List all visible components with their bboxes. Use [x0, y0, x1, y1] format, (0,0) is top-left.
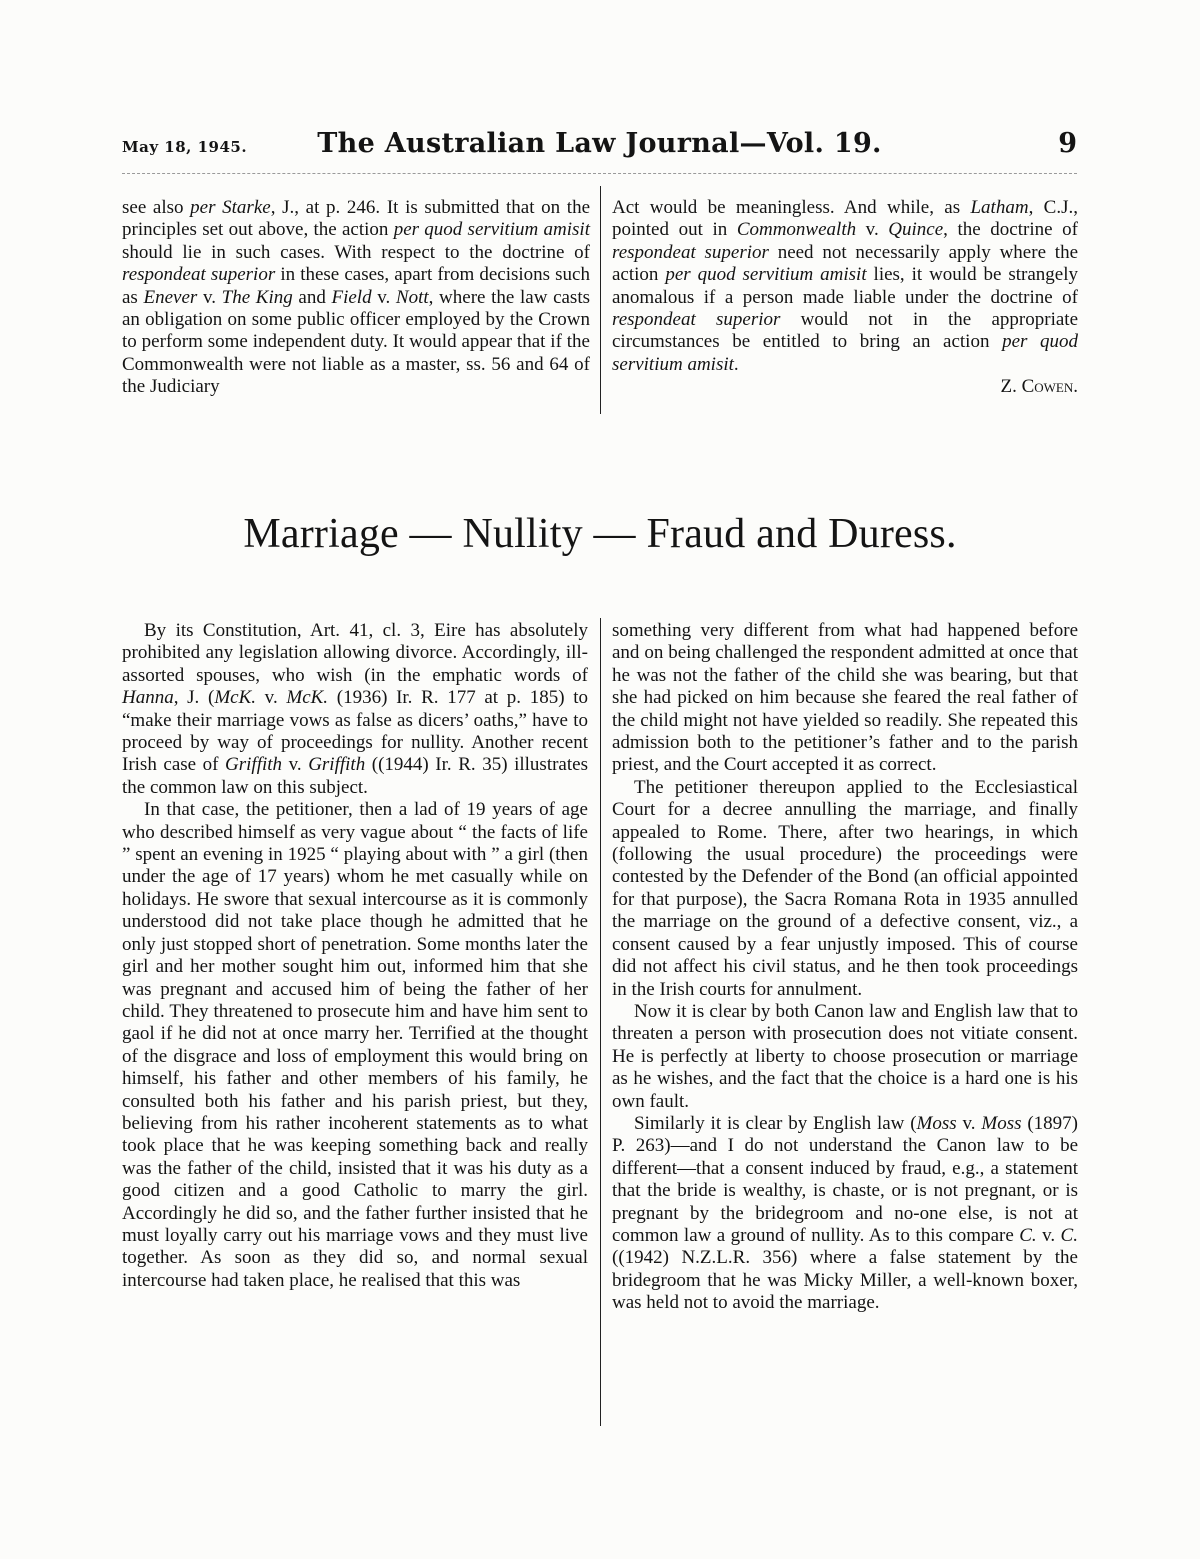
article-paragraph: Similarly it is clear by English law (Moss v. Moss (1897) P. 263)—and I do not understand the Canon law to be different—that a consent induced by fraud, e.g., a statement that the bride is wealthy, is chaste, or is not pregnant, or is pregnant by the bridegroom and no-one else, is not at common law a ground of nullity. As to this compare C. v. C. ((1942) N.Z.L.R. 356) where a false statement by the bridegroom that he was Micky Miller, a well-known boxer, was held not to avoid the marriage. [612, 1112, 1078, 1314]
prev-article-right-paragraph: Act would be meaningless. And while, as Latham, C.J., pointed out in Commonwealth v. Quince, the doctrine of respondeat superior need not necessarily apply where the action per quod servitium amisit lies, it would be strangely anomalous if a person made liable under the doctrine of respondeat superior would not in the appropriate circumstances be entitled to bring an action per quod servitium amisit. [612, 197, 1079, 375]
article-paragraph: In that case, the petitioner, then a lad of 19 years of age who described himself as very vague about “ the facts of life ” spent an evening in 1925 “ playing about with ” a girl (then under the age of 17 years) whom he met casually while on holidays. He swore that sexual intercourse as it is commonly understood did not take place though he admitted that he only just stopped short of penetration. Some months later the girl and her mother sought him out, informed him that she was pregnant and accused him of being the father of her child. They threatened to prosecute him and have him sent to gaol if he did not at once marry her. Terrified at the thought of the disgrace and loss of employment this would bring on himself, his father and other members of his family, he consulted both his father and his parish priest, but they, believing from his rather incoherent statements as to what took place that he was keeping something back and really was the father of the child, insisted that it was his duty as a good citizen and a good Catholic to marry the girl. Accordingly he did so, and the father further insisted that he must loyally carry out his marriage vows and they must live together. As soon as they did so, and normal sexual intercourse had taken place, he realised that this was [122, 799, 588, 1291]
article-paragraph: By its Constitution, Art. 41, cl. 3, Eire has absolutely prohibited any legislation allowing divorce. Accordingly, ill-assorted spouses, who wish (in the emphatic words of Hanna, J. (McK. v. McK. (1936) Ir. R. 177 at p. 185) to “make their marriage vows as false as dicers’ oaths,” have to proceed by way of proceedings for nullity. Another recent Irish case of Griffith v. Griffith ((1944) Ir. R. 35) illustrates the common law on this subject. [122, 620, 588, 798]
issue-date: May 18, 1945. [122, 138, 248, 156]
article-left-column [122, 620, 588, 1292]
article-title: Marriage — Nullity — Fraud and Duress. [243, 511, 957, 557]
page-number: 9 [1058, 128, 1077, 159]
article-paragraph: The petitioner thereupon applied to the Ecclesiastical Court for a decree annulling the marriage, and finally appealed to Rome. There, after two hearings, in which (following the usual procedure) the proceedings were contested by the Defender of the Bond (an official appointed for that purpose), the Sacra Romana Rota in 1935 annulled the marriage on the ground of a defective consent, viz., a consent caused by a fear unjustly imposed. This of course did not affect his civil status, and he then took proceedings in the Irish courts for annulment. [612, 776, 1078, 1000]
header-rule [122, 173, 1077, 174]
prev-article-right-column [612, 197, 1078, 399]
journal-title: The Australian Law Journal—Vol. 19. [317, 128, 882, 159]
prev-article-left-paragraph: see also per Starke, J., at p. 246. It is submitted that on the principles set out above, the action per quod servitium amisit should lie in such cases. With respect to the doctrine of respondeat superior in these cases, apart from decisions such as Enever v. The King and Field v. Nott, where the law casts an obligation on some public officer employed by the Crown to perform some independent duty. It would appear that if the Commonwealth were not liable as a master, ss. 56 and 64 of the Judiciary [122, 197, 591, 398]
article-paragraph: Now it is clear by both Canon law and English law that to threaten a person with prosecution does not vitiate consent. He is perfectly at liberty to choose prosecution or marriage as he wishes, and the fact that the choice is a hard one is his own fault. [612, 1000, 1078, 1112]
column-divider-top [600, 186, 601, 414]
running-header [122, 128, 1077, 168]
column-divider-bottom [600, 618, 601, 1426]
prev-article-left-column [122, 197, 590, 399]
author-signature: Z. Cowen. [1000, 376, 1078, 398]
article-paragraph: something very different from what had happened before and on being challenged the respondent admitted at once that he was not the father of the child she was bearing, but that she had picked on him because she feared the real father of the child might not have yielded so readily. She repeated this admission both to the petitioner’s father and to the parish priest, and the Court accepted it as correct. [612, 620, 1078, 776]
article-right-column [612, 620, 1078, 1315]
